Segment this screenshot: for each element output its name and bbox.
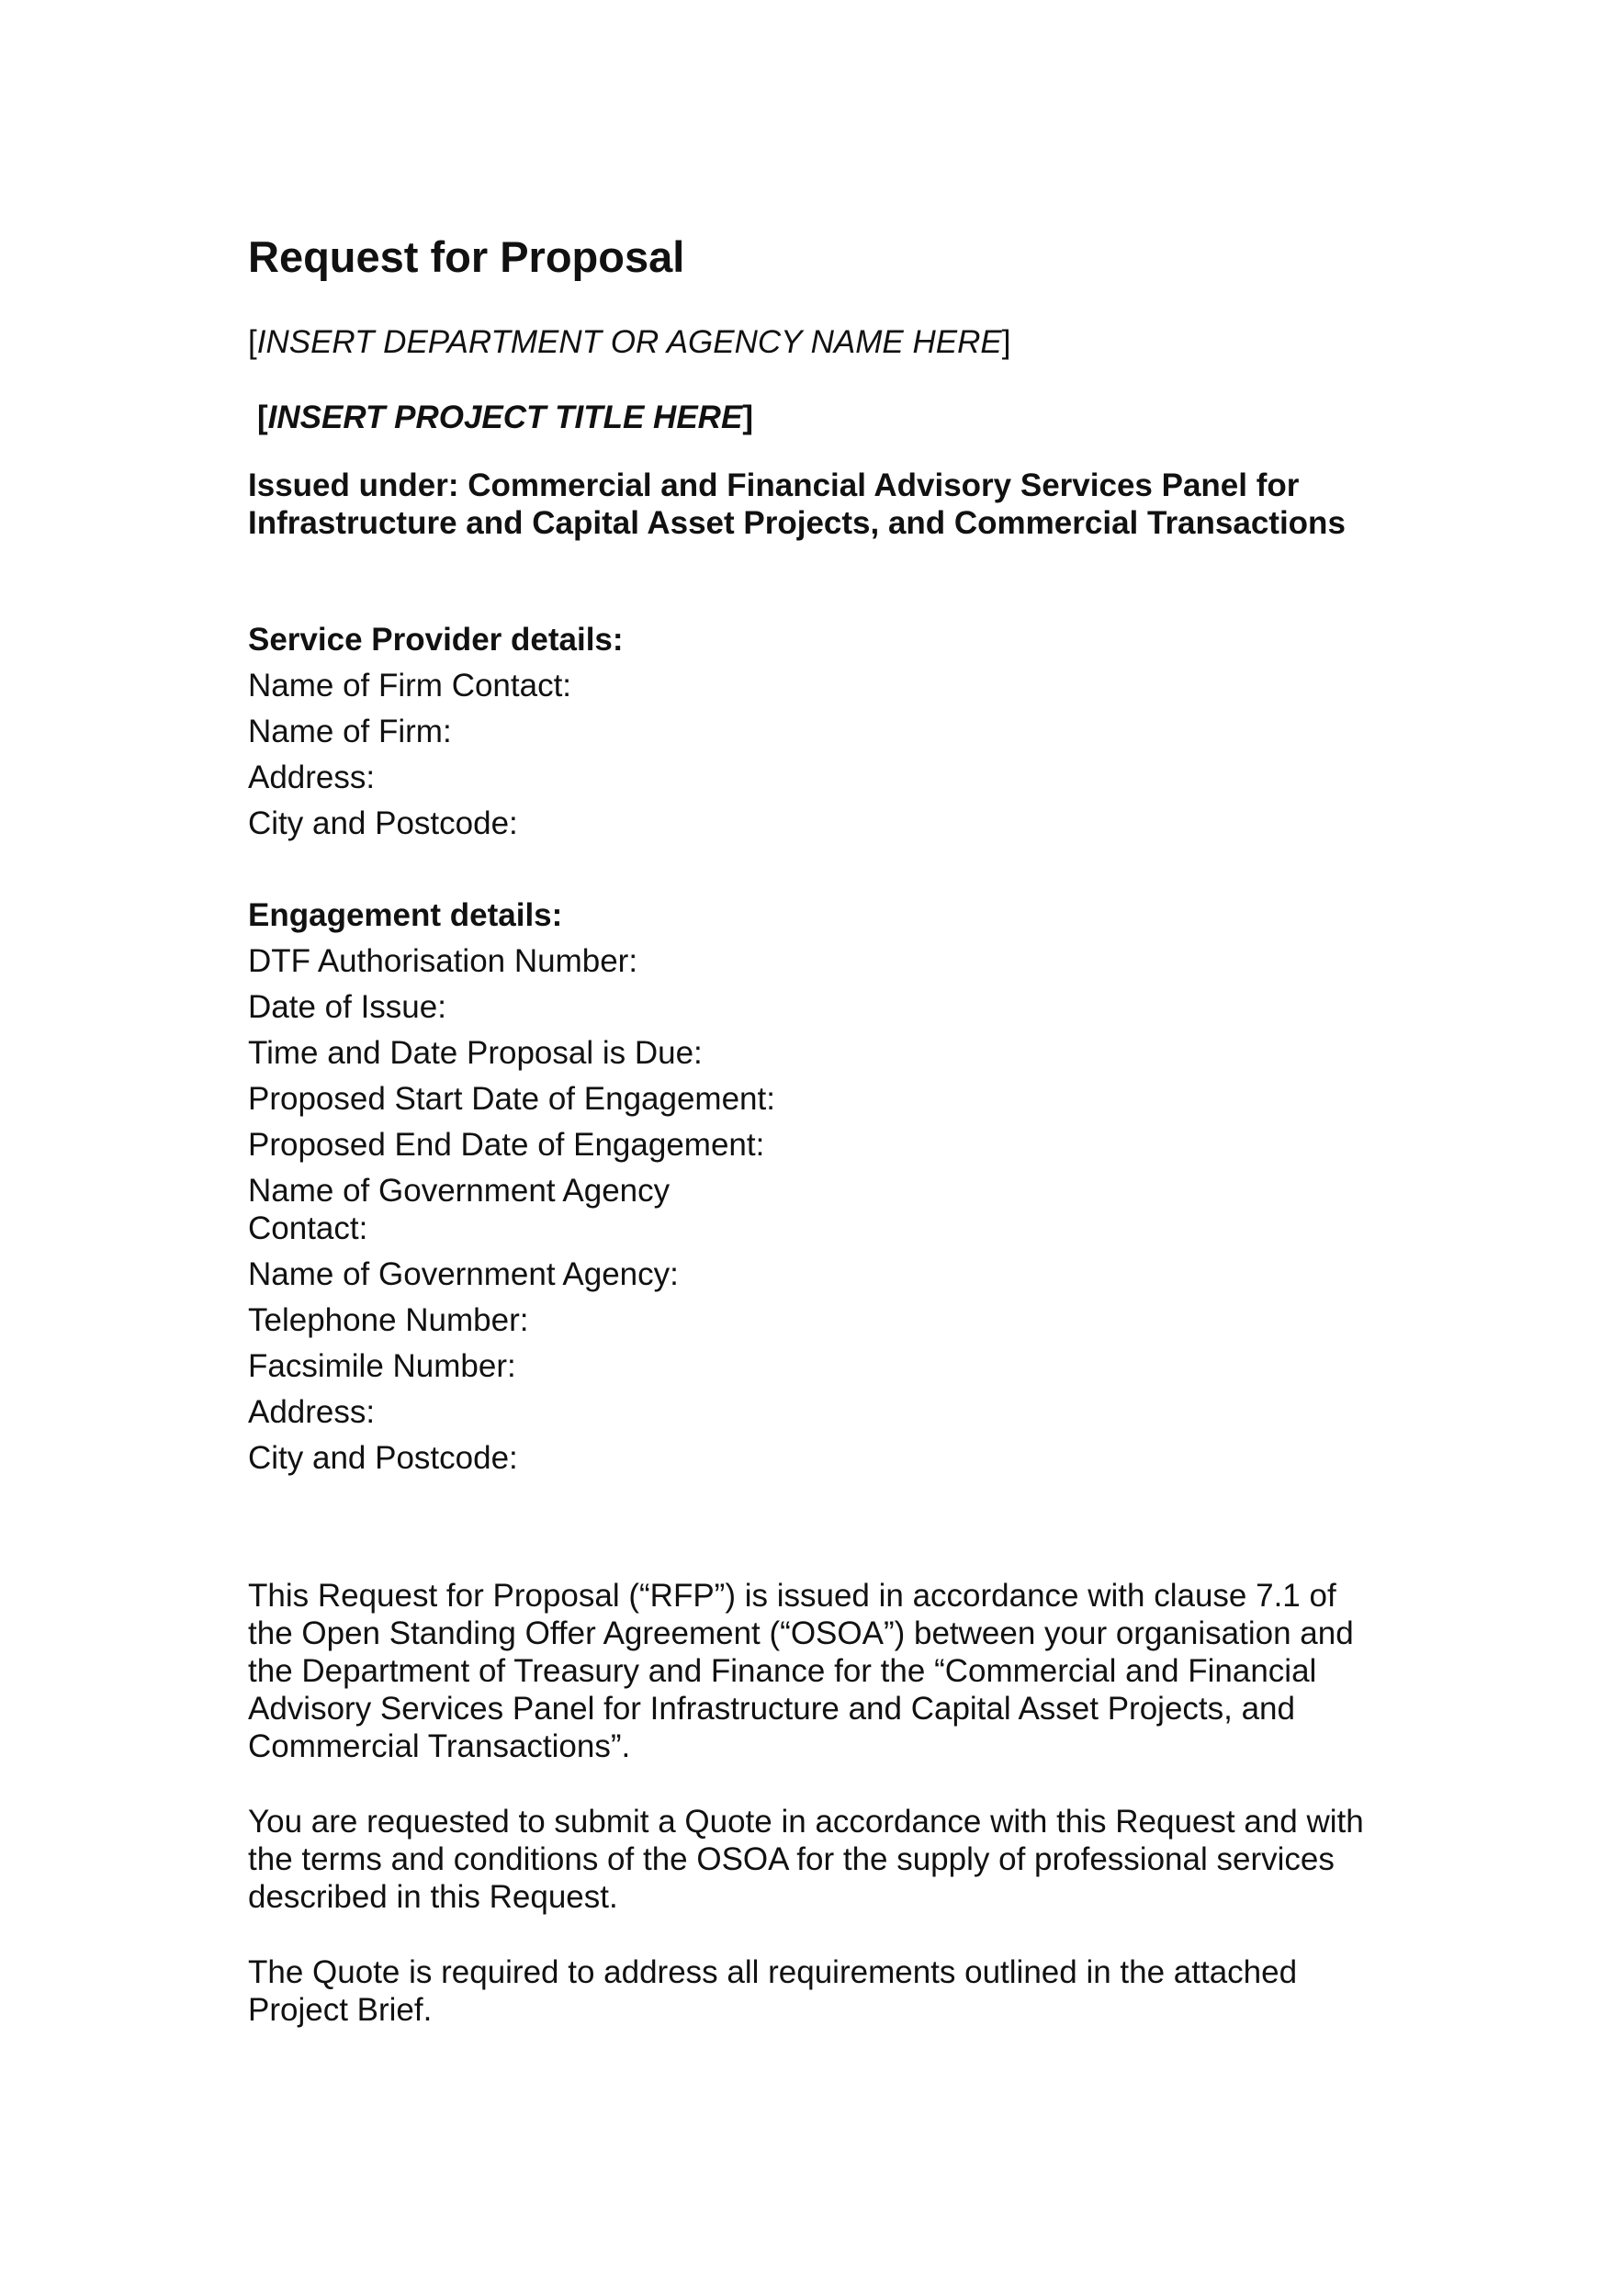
project-title-placeholder [248, 397, 1442, 439]
agency-name-placeholder [248, 321, 1442, 364]
service-provider-heading: Service Provider details: [248, 622, 624, 658]
field-proposed-end-date: Proposed End Date of Engagement: [248, 1127, 765, 1163]
field-government-agency-name: Name of Government Agency: [248, 1256, 679, 1292]
field-date-of-issue: Date of Issue: [248, 989, 446, 1025]
field-proposed-start-date: Proposed Start Date of Engagement: [248, 1081, 775, 1117]
document-title: Request for Proposal [248, 232, 685, 281]
issued-under-statement: Issued under: Commercial and Financial Advisory Services Panel for Infrastructure and Capital Asset Projects, and Commercial Transactions [248, 467, 1346, 541]
field-proposal-due: Time and Date Proposal is Due: [248, 1035, 703, 1071]
field-facsimile-number: Facsimile Number: [248, 1348, 516, 1384]
agency-bracket-close: ] [1001, 324, 1011, 360]
quote-request-paragraph: You are requested to submit a Quote in accordance with this Request and with the terms and conditions of the OSOA for the supply of professional services described in this Request. [248, 1804, 1364, 1915]
field-agency-city-and-postcode: City and Postcode: [248, 1440, 518, 1476]
project-bracket-close: ] [742, 400, 753, 435]
quote-requirements-paragraph: The Quote is required to address all requirements outlined in the attached Project Brief. [248, 1954, 1298, 2028]
field-city-and-postcode: City and Postcode: [248, 805, 518, 841]
agency-placeholder-text: INSERT DEPARTMENT OR AGENCY NAME HERE [256, 324, 1002, 360]
service-provider-section [248, 617, 1442, 847]
document-page [248, 228, 1442, 2029]
rfp-intro-paragraph: This Request for Proposal (“RFP”) is issued in accordance with clause 7.1 of the Open Standing Offer Agreement (“OSOA”) between your organisation and the Department of Treasury and Finance for the “Commercial and Financial Advisory Services Panel for Infrastructure and Capital Asset Projects, and Commercial Transactions”. [248, 1578, 1354, 1764]
project-placeholder-text: INSERT PROJECT TITLE HERE [267, 400, 743, 435]
field-name-of-firm: Name of Firm: [248, 714, 452, 749]
field-name-of-firm-contact: Name of Firm Contact: [248, 668, 572, 703]
project-bracket-open: [ [257, 400, 268, 435]
engagement-section [248, 893, 1442, 1481]
engagement-heading: Engagement details: [248, 897, 563, 933]
field-government-agency-contact: Name of Government Agency Contact: [248, 1173, 671, 1246]
field-agency-address: Address: [248, 1394, 376, 1430]
field-dtf-authorisation-number: DTF Authorisation Number: [248, 943, 638, 979]
agency-bracket-open: [ [248, 324, 257, 360]
field-address: Address: [248, 760, 376, 795]
field-telephone-number: Telephone Number: [248, 1302, 529, 1338]
